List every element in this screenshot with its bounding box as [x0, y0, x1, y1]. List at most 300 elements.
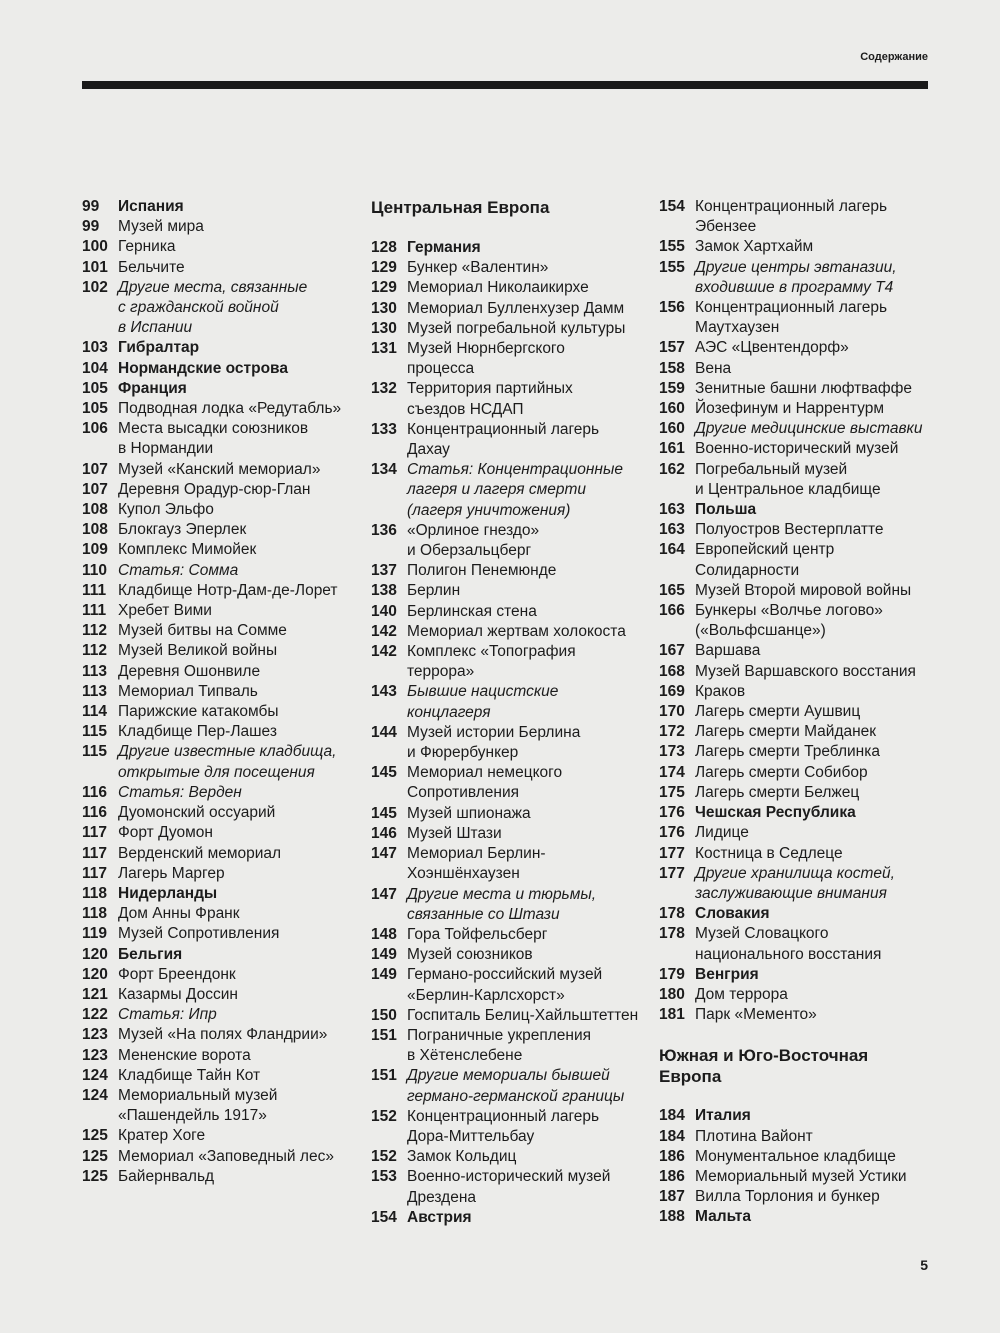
toc-entry-title: Варшава [695, 642, 761, 660]
toc-entry[interactable] [659, 965, 944, 985]
toc-entry[interactable] [82, 581, 362, 601]
toc-page-number: 152 [371, 1148, 397, 1166]
toc-entry-title: Концентрационный лагерь Маутхаузен [695, 299, 888, 337]
toc-page-number: 184 [659, 1127, 685, 1145]
toc-page-number: 131 [371, 340, 397, 358]
toc-entry[interactable] [82, 278, 362, 339]
toc-page-number: 162 [659, 460, 685, 478]
toc-entry-title: Мененские ворота [118, 1046, 251, 1064]
toc-entry[interactable] [82, 258, 362, 278]
toc-entry-title: Музей Варшавского восстания [695, 662, 916, 680]
toc-page-number: 144 [371, 723, 397, 741]
toc-entry-title: Музей Сопротивления [118, 925, 280, 943]
toc-page-number: 149 [371, 946, 397, 964]
toc-entry[interactable] [82, 662, 362, 682]
toc-entry[interactable] [659, 803, 944, 823]
toc-entry[interactable] [371, 238, 651, 258]
toc-entry-title: Италия [695, 1107, 751, 1125]
toc-entry[interactable] [82, 359, 362, 379]
toc-entry[interactable] [371, 1208, 651, 1228]
toc-entry[interactable] [659, 1106, 944, 1126]
toc-page-number: 132 [371, 380, 397, 398]
toc-entry[interactable] [371, 319, 651, 339]
toc-entry-title: Кладбище Пер-Лашез [118, 723, 277, 741]
toc-page-number: 120 [82, 945, 108, 963]
toc-entry-title: Полуостров Вестерплатте [695, 521, 884, 539]
toc-page-number: 117 [82, 844, 108, 862]
toc-entry-title: Костница в Седлеце [695, 844, 843, 862]
toc-page-number: 112 [82, 622, 108, 640]
toc-entry-title: Бункер «Валентин» [407, 259, 549, 277]
toc-entry[interactable] [659, 702, 944, 722]
toc-entry-title: Нидерланды [118, 884, 218, 902]
toc-page-number: 148 [371, 925, 397, 943]
toc-entry-title: АЭС «Цвентендорф» [695, 339, 849, 357]
toc-entry[interactable] [659, 601, 944, 641]
toc-entry-title: Бельчите [118, 258, 185, 276]
toc-page-number: 146 [371, 824, 397, 842]
toc-entry-title: Германо-российский музей «Берлин-Карлсхорст» [407, 966, 603, 1004]
toc-entry[interactable] [659, 379, 944, 399]
toc-entry[interactable] [659, 742, 944, 762]
toc-entry[interactable] [371, 299, 651, 319]
toc-entry-title: «Орлиное гнездо» и Оберзальцберг [407, 521, 540, 560]
toc-entry-title: Дуомонский оссуарий [118, 804, 276, 822]
toc-entry-title: Замок Кольдиц [407, 1148, 517, 1166]
toc-page-number: 109 [82, 541, 108, 559]
toc-entry-title: Военно-исторический музей Дрездена [407, 1168, 611, 1206]
toc-entry[interactable] [659, 924, 944, 964]
toc-page-number: 120 [82, 965, 108, 983]
toc-entry-title: Музей Штази [407, 824, 502, 842]
toc-page-number: 163 [659, 521, 685, 539]
toc-entry[interactable] [82, 561, 362, 581]
toc-entry-title: Другие места и тюрьмы, связанные со Штази [407, 885, 597, 923]
toc-entry[interactable] [659, 783, 944, 803]
toc-entry-title: Йозефинум и Наррентурм [695, 400, 884, 418]
toc-entry[interactable] [371, 460, 651, 521]
toc-page-number: 147 [371, 845, 397, 863]
toc-entry[interactable] [659, 399, 944, 419]
toc-entry[interactable] [371, 581, 651, 601]
toc-page-number: 180 [659, 985, 685, 1003]
toc-entry-title: Гибралтар [118, 339, 200, 357]
toc-entry-title: Франция [118, 379, 187, 397]
toc-entry[interactable] [82, 1066, 362, 1086]
toc-page-number: 133 [371, 420, 397, 438]
toc-entry-title: Погребальный музей и Центральное кладбище [695, 460, 881, 498]
toc-entry-title: Деревня Ошонвиле [118, 662, 261, 680]
toc-entry-title: Европейский центр Солидарности [695, 541, 835, 579]
toc-entry-title: Форт Бреендонк [118, 965, 236, 983]
toc-entry[interactable] [371, 723, 651, 763]
toc-entry-title: Парижские катакомбы [118, 703, 279, 721]
toc-entry[interactable] [371, 1066, 651, 1106]
toc-entry[interactable] [82, 803, 362, 823]
toc-page-number: 112 [82, 642, 108, 660]
toc-page-number: 143 [371, 683, 397, 701]
toc-entry-title: Деревня Орадур-сюр-Глан [118, 480, 311, 498]
toc-entry-title: Места высадки союзников в Нормандии [118, 420, 309, 458]
toc-page-number: 116 [82, 804, 108, 822]
toc-page-number: 161 [659, 440, 685, 458]
toc-entry[interactable] [659, 1167, 944, 1187]
toc-entry-title: Комплекс Мимойек [118, 541, 257, 559]
toc-entry[interactable] [371, 622, 651, 642]
toc-page-number: 155 [659, 238, 685, 256]
toc-entry[interactable] [82, 621, 362, 641]
toc-entry[interactable] [659, 237, 944, 257]
toc-page-number: 149 [371, 966, 397, 984]
toc-entry-title: Лидице [695, 824, 749, 842]
toc-entry[interactable] [82, 702, 362, 722]
toc-entry-title: Мемориальный музей «Пашендейль 1917» [118, 1086, 278, 1125]
toc-entry-title: Берлин [407, 582, 461, 600]
toc-page-number: 104 [82, 359, 108, 377]
toc-entry-title: Плотина Вайонт [695, 1127, 813, 1145]
toc-entry-title: Бельгия [118, 945, 183, 963]
toc-entry[interactable] [82, 601, 362, 621]
toc-entry[interactable] [659, 520, 944, 540]
toc-entry-title: Пограничные укрепления в Хётенслебене [407, 1026, 592, 1065]
toc-entry-title: Парк «Мементо» [695, 1006, 817, 1024]
section-heading: Южная и Юго-Восточная Европа [659, 1046, 869, 1087]
toc-entry[interactable] [659, 1005, 944, 1025]
toc-entry[interactable] [82, 500, 362, 520]
toc-page-number: 176 [659, 804, 685, 822]
toc-column-2 [371, 197, 651, 1228]
toc-entry-title: Краков [695, 682, 746, 700]
toc-page-number: 99 [82, 218, 100, 236]
toc-page-number: 99 [82, 198, 100, 215]
toc-page-number: 167 [659, 642, 685, 660]
toc-entry-title: Испания [118, 198, 184, 215]
toc-entry-title: Музей союзников [407, 946, 533, 964]
toc-page-number: 111 [82, 581, 107, 599]
toc-entry[interactable] [659, 581, 944, 601]
toc-entry-title: Германия [407, 239, 481, 256]
toc-entry[interactable] [82, 864, 362, 884]
toc-entry-title: Бункеры «Волчье логово» («Вольфсшанце») [695, 602, 883, 640]
toc-entry[interactable] [659, 338, 944, 358]
toc-page-number: 114 [82, 703, 108, 721]
toc-entry[interactable] [371, 420, 651, 460]
toc-entry[interactable] [659, 197, 944, 237]
toc-entry[interactable] [659, 985, 944, 1005]
toc-page-number: 181 [659, 1006, 685, 1024]
toc-entry[interactable] [82, 460, 362, 480]
toc-entry[interactable] [82, 520, 362, 540]
toc-entry-title: Форт Дуомон [118, 824, 213, 842]
toc-entry[interactable] [371, 844, 651, 884]
toc-entry[interactable] [82, 379, 362, 399]
toc-page-number: 115 [82, 743, 108, 761]
toc-entry[interactable] [659, 500, 944, 520]
toc-entry-title: Музей битвы на Сомме [118, 622, 287, 640]
toc-entry[interactable] [82, 217, 362, 237]
toc-entry[interactable] [371, 682, 651, 722]
toc-entry-title: Австрия [407, 1208, 472, 1226]
toc-entry-title: Берлинская стена [407, 602, 537, 620]
toc-entry[interactable] [82, 722, 362, 742]
toc-page-number: 123 [82, 1026, 108, 1044]
toc-entry[interactable] [371, 885, 651, 925]
toc-page-number: 174 [659, 763, 685, 781]
toc-entry-title: Польша [695, 501, 757, 519]
toc-entry[interactable] [659, 662, 944, 682]
toc-entry[interactable] [371, 258, 651, 278]
toc-entry-title: Другие хранилища костей, заслуживающие внимания [695, 864, 895, 902]
toc-page-number: 117 [82, 864, 108, 882]
toc-page-number: 152 [371, 1107, 397, 1125]
toc-entry-title: Вена [695, 359, 732, 377]
toc-page-number: 151 [371, 1067, 397, 1085]
toc-entry-title: Полигон Пенемюнде [407, 562, 557, 580]
toc-entry-title: Мемориал Типваль [118, 682, 258, 700]
toc-entry-title: Вилла Торлония и бункер [695, 1188, 880, 1206]
toc-entry[interactable] [371, 278, 651, 298]
toc-page-number: 130 [371, 319, 397, 337]
toc-page-number: 179 [659, 965, 685, 983]
toc-entry-title: Другие известные кладбища, открытые для посещения [118, 743, 337, 781]
toc-entry-title: Статья: Верден [118, 783, 242, 801]
toc-entry-title: Кратер Хоге [118, 1127, 206, 1145]
toc-entry[interactable] [659, 844, 944, 864]
toc-entry[interactable] [82, 884, 362, 904]
toc-page-number: 186 [659, 1167, 685, 1185]
toc-page-number: 103 [82, 339, 108, 357]
section-heading: Центральная Европа [371, 198, 550, 217]
toc-entry[interactable] [659, 904, 944, 924]
toc-page-number: 117 [82, 824, 108, 842]
toc-page-number: 166 [659, 602, 685, 620]
toc-entry[interactable] [82, 965, 362, 985]
toc-page-number: 173 [659, 743, 685, 761]
toc-page-number: 184 [659, 1107, 685, 1125]
toc-page-number: 177 [659, 864, 685, 882]
toc-entry[interactable] [371, 1167, 651, 1207]
toc-page-number: 113 [82, 682, 108, 700]
toc-page-number: 154 [659, 198, 685, 215]
toc-entry[interactable] [371, 1147, 651, 1167]
toc-entry-title: Кладбище Нотр-Дам-де-Лорет [118, 581, 338, 599]
toc-entry-title: Мемориал Берлин- Хоэншёнхаузен [407, 845, 546, 883]
toc-entry[interactable] [659, 439, 944, 459]
toc-entry[interactable] [371, 965, 651, 1005]
toc-entry[interactable] [371, 945, 651, 965]
toc-entry[interactable] [82, 945, 362, 965]
toc-entry-title: Мальта [695, 1208, 751, 1226]
toc-entry-title: Музей Великой войны [118, 642, 278, 660]
toc-page-number: 116 [82, 783, 108, 801]
toc-page-number: 125 [82, 1167, 108, 1185]
toc-entry[interactable] [371, 804, 651, 824]
toc-page-number: 134 [371, 461, 397, 479]
toc-page-number: 108 [82, 501, 108, 519]
toc-entry-title: Статья: Ипр [118, 1006, 217, 1024]
toc-entry-title: Другие мемориалы бывшей германо-германской границы [407, 1067, 625, 1105]
toc-entry-title: Музей погребальной культуры [407, 319, 626, 337]
toc-page-number: 110 [82, 561, 108, 579]
toc-entry-title: Подводная лодка «Редутабль» [118, 400, 342, 418]
toc-entry-title: Бывшие нацистские концлагеря [407, 683, 559, 721]
toc-entry-title: Концентрационный лагерь Дахау [407, 420, 600, 459]
toc-entry[interactable] [82, 480, 362, 500]
toc-entry[interactable] [659, 258, 944, 298]
toc-page-number: 165 [659, 581, 685, 599]
toc-page-number: 145 [371, 804, 397, 822]
toc-page-number: 147 [371, 885, 397, 903]
toc-page-number: 176 [659, 824, 685, 842]
toc-page-number: 125 [82, 1147, 108, 1165]
toc-entry-title: Военно-исторический музей [695, 440, 899, 458]
toc-entry[interactable] [371, 1006, 651, 1026]
toc-page-number: 118 [82, 905, 108, 923]
toc-entry[interactable] [659, 864, 944, 904]
toc-page-number: 159 [659, 379, 685, 397]
toc-entry[interactable] [82, 823, 362, 843]
toc-entry[interactable] [659, 298, 944, 338]
toc-entry[interactable] [659, 419, 944, 439]
toc-page-number: 105 [82, 379, 108, 397]
toc-entry-title: Мемориал жертвам холокоста [407, 622, 626, 640]
toc-entry[interactable] [82, 641, 362, 661]
toc-entry-title: Дом Анны Франк [118, 905, 240, 923]
toc-entry[interactable] [659, 1187, 944, 1207]
toc-entry[interactable] [371, 521, 651, 561]
toc-entry-title: Музей «Канский мемориал» [118, 460, 321, 478]
toc-entry[interactable] [371, 1026, 651, 1066]
toc-entry[interactable] [371, 1107, 651, 1147]
toc-entry-title: Музей истории Берлина и Фюрербункер [407, 723, 581, 762]
toc-entry[interactable] [82, 742, 362, 782]
toc-page-number: 115 [82, 723, 108, 741]
toc-page-number: 105 [82, 400, 108, 418]
toc-entry-title: Лагерь смерти Треблинка [695, 743, 880, 761]
toc-entry[interactable] [82, 1167, 362, 1187]
toc-entry[interactable] [82, 338, 362, 358]
toc-entry[interactable] [659, 1207, 944, 1227]
toc-page-number: 178 [659, 925, 685, 943]
toc-page-number: 156 [659, 299, 685, 317]
toc-entry[interactable] [82, 419, 362, 459]
toc-page-number: 124 [82, 1066, 108, 1084]
toc-entry-title: Мемориал «Заповедный лес» [118, 1147, 334, 1165]
toc-entry-title: Кладбище Тайн Кот [118, 1066, 261, 1084]
toc-page-number: 111 [82, 602, 107, 620]
toc-entry[interactable] [659, 1147, 944, 1167]
toc-entry[interactable] [659, 682, 944, 702]
toc-page-number: 124 [82, 1086, 108, 1104]
toc-entry[interactable] [82, 399, 362, 419]
toc-entry-title: Лагерь смерти Майданек [695, 723, 877, 741]
toc-entry[interactable] [659, 722, 944, 742]
toc-entry[interactable] [82, 237, 362, 257]
toc-entry-title: Чешская Республика [695, 804, 856, 822]
toc-entry[interactable] [659, 540, 944, 580]
toc-entry[interactable] [371, 379, 651, 419]
toc-entry-title: Мемориальный музей Устики [695, 1167, 907, 1185]
toc-entry[interactable] [371, 602, 651, 622]
toc-entry[interactable] [82, 844, 362, 864]
toc-page-number: 128 [371, 239, 397, 256]
toc-page-number: 121 [82, 985, 108, 1003]
toc-page-number: 142 [371, 643, 397, 661]
toc-page-number: 187 [659, 1188, 685, 1206]
toc-entry[interactable] [82, 904, 362, 924]
toc-entry[interactable] [82, 985, 362, 1005]
toc-entry-title: Статья: Концентрационные лагеря и лагеря смерти (лагеря уничтожения) [407, 461, 623, 519]
toc-entry-title: Лагерь смерти Собибор [695, 763, 868, 781]
toc-page-number: 108 [82, 521, 108, 539]
toc-entry-title: Венгрия [695, 965, 759, 983]
toc-page-number: 130 [371, 299, 397, 317]
toc-page-number: 113 [82, 662, 108, 680]
toc-entry[interactable] [371, 561, 651, 581]
toc-entry-title: Хребет Вими [118, 602, 212, 620]
toc-entry[interactable] [659, 1127, 944, 1147]
toc-entry-title: Словакия [695, 905, 770, 923]
toc-page-number: 172 [659, 723, 685, 741]
toc-entry-title: Нормандские острова [118, 359, 288, 377]
toc-entry[interactable] [82, 1086, 362, 1126]
toc-entry-title: Мемориал Булленхузер Дамм [407, 299, 625, 317]
toc-entry-title: Казармы Доссин [118, 985, 238, 1003]
toc-page-number: 119 [82, 925, 108, 943]
toc-entry-title: Байернвальд [118, 1167, 215, 1185]
toc-page-number: 150 [371, 1006, 397, 1024]
toc-entry[interactable] [659, 763, 944, 783]
toc-entry[interactable] [659, 359, 944, 379]
toc-entry-title: Музей шпионажа [407, 804, 531, 822]
toc-entry[interactable] [82, 197, 362, 217]
toc-entry[interactable] [371, 824, 651, 844]
toc-page-number: 153 [371, 1168, 397, 1186]
toc-entry[interactable] [82, 783, 362, 803]
toc-page-number: 155 [659, 258, 685, 276]
toc-entry[interactable] [659, 460, 944, 500]
toc-entry[interactable] [82, 1025, 362, 1045]
toc-page-number: 122 [82, 1006, 108, 1024]
toc-page-number: 170 [659, 703, 685, 721]
toc-page-number: 164 [659, 541, 685, 559]
toc-entry[interactable] [371, 642, 651, 682]
toc-entry[interactable] [659, 823, 944, 843]
toc-entry[interactable] [82, 1046, 362, 1066]
toc-entry[interactable] [371, 339, 651, 379]
toc-column-3 [659, 197, 944, 1228]
toc-entry[interactable] [82, 924, 362, 944]
toc-entry[interactable] [82, 540, 362, 560]
toc-page-number: 186 [659, 1147, 685, 1165]
toc-page-number: 101 [82, 258, 108, 276]
toc-page-number: 138 [371, 582, 397, 600]
toc-page-number: 188 [659, 1208, 685, 1226]
toc-page-number: 175 [659, 783, 685, 801]
toc-entry[interactable] [82, 1005, 362, 1025]
toc-entry[interactable] [371, 763, 651, 803]
toc-entry[interactable] [82, 1147, 362, 1167]
toc-entry[interactable] [82, 1126, 362, 1146]
toc-entry-title: Музей мира [118, 218, 204, 236]
toc-entry[interactable] [82, 682, 362, 702]
toc-entry[interactable] [371, 925, 651, 945]
toc-entry-title: Купол Эльфо [118, 501, 214, 519]
toc-entry[interactable] [659, 641, 944, 661]
toc-page-number: 151 [371, 1026, 397, 1044]
toc-page-number: 107 [82, 460, 108, 478]
toc-entry-title: Госпиталь Белиц-Хайльштеттен [407, 1006, 639, 1024]
